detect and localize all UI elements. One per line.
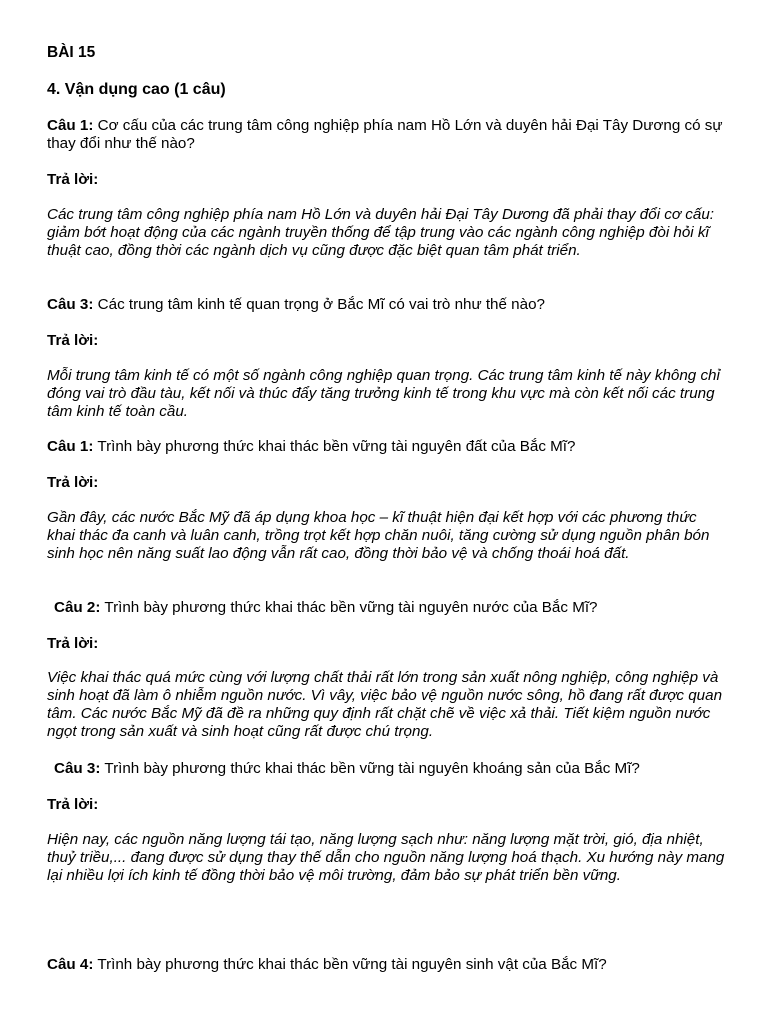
question-1	[47, 117, 727, 153]
question-label: Câu 1:	[47, 117, 94, 134]
answer-2: Mỗi trung tâm kinh tế có một số ngành công nghiệp quan trọng. Các trung tâm kinh tế này không chỉ đóng vai trò đầu tàu, kết nối và thúc đẩy tăng trưởng kinh tế trong khu vực mà còn kết nối các trung tâm kinh tế toàn cầu.	[47, 367, 720, 420]
question-text: Trình bày phương thức khai thác bền vững tài nguyên sinh vật của Bắc Mĩ?	[97, 956, 607, 973]
answer-label: Trả lời:	[47, 171, 99, 188]
answer-label: Trả lời:	[47, 474, 99, 491]
question-text: Cơ cấu của các trung tâm công nghiệp phía nam Hồ Lớn và duyên hải Đại Tây Dương có sự thay đổi như thế nào?	[47, 117, 723, 152]
question-label: Câu 3:	[54, 760, 101, 777]
answer-5: Hiện nay, các nguồn năng lượng tái tạo, năng lượng sạch như: năng lượng mặt trời, gió, địa nhiệt, thuỷ triều,... đang được sử dụng thay thế dẫn cho nguồn năng lượng hoá thạch. Xu hướng này mang lại nhiều lợi ích kinh tế đồng thời bảo vệ môi trường, đảm bảo sự phát triển bền vững.	[47, 831, 725, 884]
question-6	[47, 956, 727, 974]
answer-label: Trả lời:	[47, 796, 99, 813]
question-label: Câu 1:	[47, 438, 94, 455]
question-text: Các trung tâm kinh tế quan trọng ở Bắc Mĩ có vai trò như thế nào?	[97, 296, 545, 313]
question-text: Trình bày phương thức khai thác bền vững tài nguyên nước của Bắc Mĩ?	[104, 599, 598, 616]
question-text: Trình bày phương thức khai thác bền vững tài nguyên đất của Bắc Mĩ?	[97, 438, 576, 455]
answer-4: Việc khai thác quá mức cùng với lượng chất thải rất lớn trong sản xuất nông nghiệp, công nghiệp và sinh hoạt đã làm ô nhiễm nguồn nước. Vì vây, việc bảo vệ nguồn nước sông, hồ đang rất được quan tâm. Các nước Bắc Mỹ đã đề ra những quy định rất chặt chẽ về việc xả thải. Tiết kiệm nguồn nước ngọt trong sản xuất và sinh hoạt cũng rất được chú trọng.	[47, 669, 723, 740]
question-label: Câu 3:	[47, 296, 94, 313]
question-3	[47, 438, 727, 456]
lesson-title: BÀI 15	[47, 44, 96, 61]
answer-label: Trả lời:	[47, 332, 99, 349]
question-2	[47, 296, 727, 314]
answer-label: Trả lời:	[47, 635, 99, 652]
question-4	[54, 599, 734, 617]
question-text: Trình bày phương thức khai thác bền vững tài nguyên khoáng sản của Bắc Mĩ?	[104, 760, 640, 777]
question-label: Câu 4:	[47, 956, 94, 973]
section-title: 4. Vận dụng cao (1 câu)	[47, 81, 226, 98]
question-label: Câu 2:	[54, 599, 101, 616]
question-5	[54, 760, 734, 778]
answer-1: Các trung tâm công nghiệp phía nam Hồ Lớn và duyên hải Đại Tây Dương đã phải thay đổi cơ cấu: giảm bớt hoạt động của các ngành truyền thống để tập trung vào các ngành công nghiệp đòi hỏi kĩ thuật cao, đồng thời các ngành dịch vụ cũng được đặc biệt quan tâm phát triển.	[47, 206, 714, 259]
answer-3: Gần đây, các nước Bắc Mỹ đã áp dụng khoa học – kĩ thuật hiện đại kết hợp với các phương thức khai thác đa canh và luân canh, trồng trọt kết hợp chăn nuôi, tăng cường sử dụng nguồn phân bón sinh học nên năng suất lao động vẫn rất cao, đồng thời bảo vệ và chống thoái hoá đất.	[47, 509, 710, 562]
